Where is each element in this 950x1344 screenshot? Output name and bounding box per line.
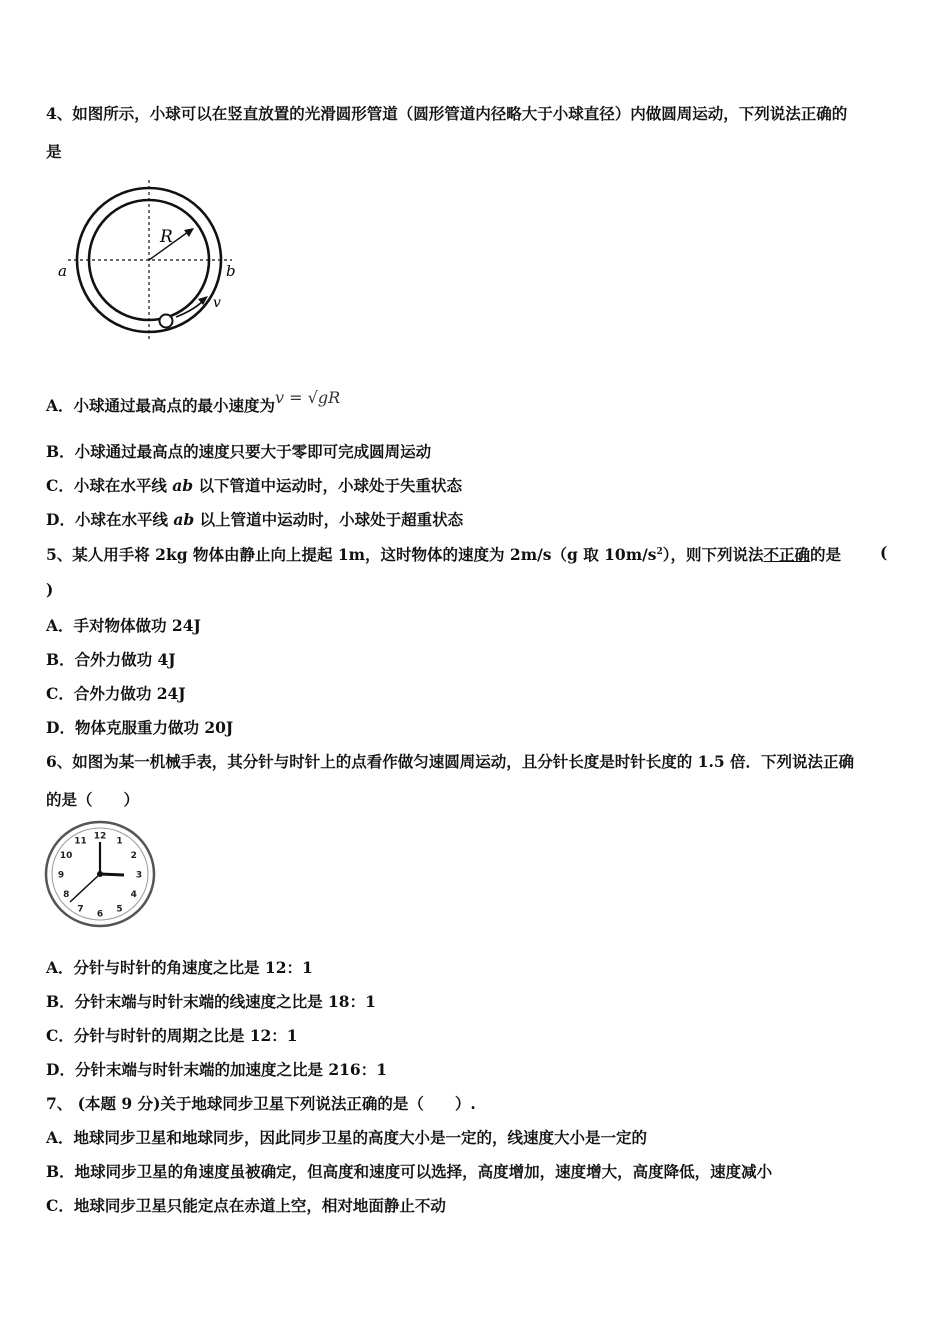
- q6-option-a: A．分针与时针的角速度之比是 12：1: [46, 958, 313, 977]
- clock-number-1: 1: [116, 836, 123, 847]
- label-a: a: [58, 262, 67, 280]
- clock-number-10: 10: [59, 851, 73, 861]
- q4-stem-line1: 4、如图所示，小球可以在竖直放置的光滑圆形管道（圆形管道内径略大于小球直径）内做圆周运动，下列说法正确的: [46, 104, 848, 123]
- q4-option-b: B．小球通过最高点的速度只要大于零即可完成圆周运动: [46, 442, 432, 461]
- clock-number-9: 9: [57, 870, 65, 881]
- q4-option-c-pre: C．小球在水平线: [46, 476, 173, 495]
- q4-option-d-pre: D．小球在水平线: [46, 510, 174, 529]
- clock-number-3: 3: [135, 870, 143, 881]
- q5-option-a: A．手对物体做功 24J: [46, 616, 201, 635]
- q5-stem-sup: 2: [656, 546, 663, 557]
- q5-option-c: C．合外力做功 24J: [46, 684, 186, 703]
- q4-option-a: [46, 388, 341, 416]
- q5-paren-close: ): [46, 580, 54, 599]
- q6-stem-line1: 6、如图为某一机械手表，其分针与时针上的点看作做匀速圆周运动，且分针长度是时针长度的 1.5 倍．下列说法正确: [46, 752, 855, 771]
- q6-clock-figure: [44, 820, 158, 930]
- q4-option-d-post: 以上管道中运动时，小球处于超重状态: [194, 510, 464, 529]
- q4-option-a-formula: v = √gR: [275, 388, 341, 407]
- q4-option-d-ab: ab: [173, 510, 195, 529]
- label-R: R: [160, 227, 173, 247]
- clock-number-2: 2: [130, 851, 137, 861]
- q5-paren-open: (: [880, 543, 888, 562]
- q6-option-d: D．分针末端与时针末端的加速度之比是 216：1: [46, 1060, 387, 1079]
- q6-stem-line2: 的是（ ）: [46, 790, 140, 809]
- q5-stem: [46, 543, 841, 565]
- clock-minute-hand-short: [100, 874, 124, 875]
- q7-option-b: B．地球同步卫星的角速度虽被确定，但高度和速度可以选择，高度增加，速度增大，高度降低，速度减小: [46, 1162, 773, 1181]
- clock-number-12: 12: [93, 831, 107, 842]
- q5-stem-a: 5、某人用手将 2kg 物体由静止向上提起 1m，这时物体的速度为 2m/s（g 取 10m/s: [46, 545, 657, 564]
- label-v: v: [213, 295, 221, 311]
- q5-stem-underline: 不正确: [763, 545, 811, 564]
- q5-stem-c: 的是: [810, 545, 842, 564]
- q4-circular-tube-figure: [52, 176, 252, 342]
- q6-option-c: C．分针与时针的周期之比是 12：1: [46, 1026, 298, 1045]
- q4-option-a-text: A．小球通过最高点的最小速度为: [46, 396, 276, 415]
- q5-stem-b: ），则下列说法: [662, 545, 764, 564]
- clock-number-6: 6: [96, 909, 104, 920]
- q4-option-c: [46, 474, 462, 496]
- clock-number-11: 11: [74, 836, 87, 847]
- q4-option-c-post: 以下管道中运动时，小球处于失重状态: [193, 476, 463, 495]
- q4-option-d: [46, 508, 463, 530]
- q7-option-c: C．地球同步卫星只能定点在赤道上空，相对地面静止不动: [46, 1196, 446, 1215]
- q4-option-c-ab: ab: [172, 476, 194, 495]
- q7-stem: 7、 (本题 9 分)关于地球同步卫星下列说法正确的是（ ）.: [46, 1094, 476, 1113]
- q5-option-b: B．合外力做功 4J: [46, 650, 176, 669]
- clock-number-5: 5: [116, 904, 123, 915]
- q7-option-a: A．地球同步卫星和地球同步，因此同步卫星的高度大小是一定的，线速度大小是一定的: [46, 1128, 648, 1147]
- q5-option-d: D．物体克服重力做功 20J: [46, 718, 234, 737]
- q4-stem-line2: 是: [46, 142, 62, 161]
- clock-number-8: 8: [63, 890, 70, 900]
- label-b: b: [226, 262, 236, 280]
- clock-number-4: 4: [130, 890, 137, 900]
- q6-option-b: B．分针末端与时针末端的线速度之比是 18：1: [46, 992, 376, 1011]
- clock-number-7: 7: [77, 904, 84, 915]
